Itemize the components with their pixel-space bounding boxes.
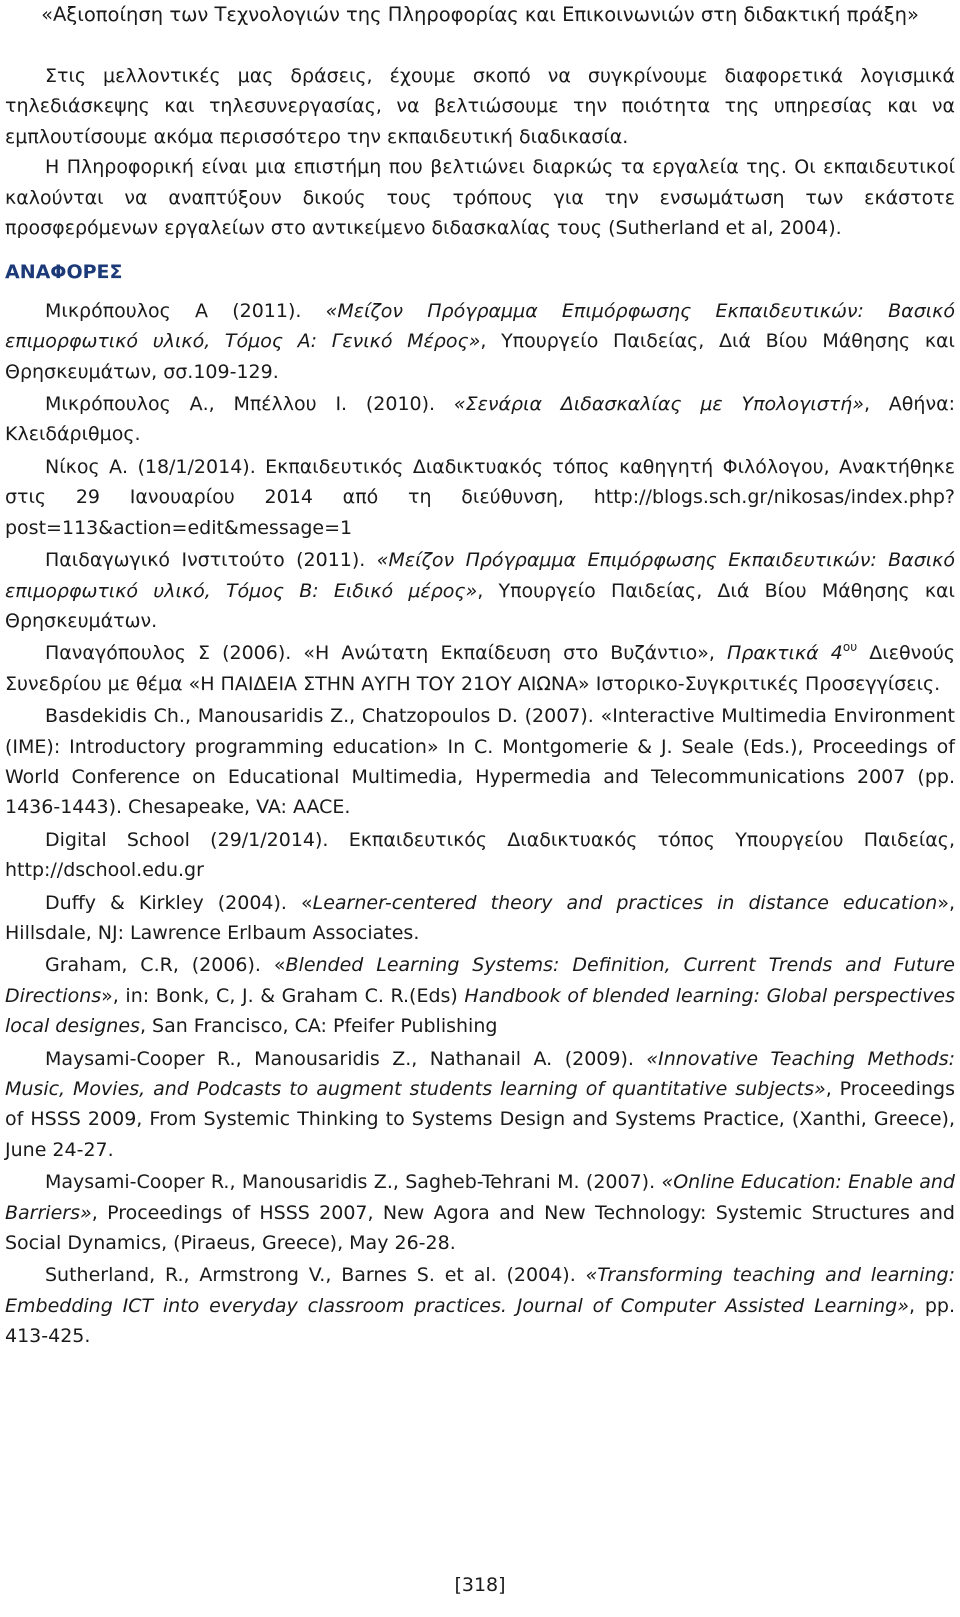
- reference-item: Basdekidis Ch., Manousaridis Z., Chatzopoulos D. (2007). «Interactive Multimedia Environment (IME): Introductory programming education» In C. Montgomerie & J. Seale (Eds.), Proceedings of World Conference on Educational Multimedia, Hypermedia and Telecommunications 2007 (pp. 1436-1443). Chesapeake, VA: AACE.: [5, 705, 955, 819]
- reference-item: Maysami-Cooper R., Manousaridis Z., Sagheb-Tehrani M. (2007). «Online Education: Enable and Barriers», Proceedings of HSSS 2007, New Agora and New Technology: Systemic Structures and Social Dynamics, (Piraeus, Greece), May 26-28.: [5, 1171, 955, 1255]
- reference-item: Graham, C.R, (2006). «Blended Learning Systems: Definition, Current Trends and Future Directions», in: Bonk, C, J. & Graham C. R.(Eds) Handbook of blended learning: Global perspectives local designes, San Francisco, CA: Pfeifer Publishing: [5, 954, 955, 1038]
- reference-item: Μικρόπουλος Α (2011). «Μείζον Πρόγραμμα Επιμόρφωσης Εκπαιδευτικών: Βασικό επιμορφωτικό υλικό, Τόμος Α: Γενικό Μέρος», Υπουργείο Παιδείας, Διά Βίου Μάθησης και Θρησκευμάτων, σσ.109-129.: [5, 299, 955, 383]
- reference-item: Maysami-Cooper R., Manousaridis Z., Nathanail A. (2009). «Innovative Teaching Methods: Music, Movies, and Podcasts to augment students learning of quantitative subjects», Proceedings of HSSS 2009, From Systemic Thinking to Systems Design and Systems Practice, (Xanthi, Greece), June 24-27.: [5, 1047, 956, 1161]
- reference-item: Sutherland, R., Armstrong V., Barnes S. et al. (2004). «Transforming teaching and learning: Embedding ICT into everyday classroom practices. Journal of Computer Assisted Learning», pp. 413-425.: [5, 1264, 955, 1348]
- reference-item: Παναγόπουλος Σ (2006). «Η Ανώτατη Εκπαίδευση στο Βυζάντιο», Πρακτικά $4^{o\upsilon}$ Διεθνούς Συνεδρίου με θέμα «Η ΠΑΙΔΕΙΑ ΣΤΗΝ ΑΥΓΗ ΤΟΥ 21ΟΥ ΑΙΩΝΑ» Ιστορικο-Συγκριτικές Προσεγγίσεις.: [5, 640, 955, 695]
- references-heading: ΑΝΑΦΟΡΕΣ: [5, 261, 123, 284]
- paragraph-future-actions: Στις μελλοντικές μας δράσεις, έχουμε σκοπό να συγκρίνουμε διαφορετικά λογισμικά τηλεδιάσκεψης και τηλεσυνεργασίας, να βελτιώσουμε την ποιότητα της υπηρεσίας και να εμπλουτίσουμε ακόμα περισσότερο την εκπαιδευτική διαδικασία.: [5, 65, 955, 148]
- page-content: [5, 61, 955, 1352]
- running-header: «Αξιοποίηση των Τεχνολογιών της Πληροφορίας και Επικοινωνιών στη διδακτική πράξη»: [41, 3, 919, 26]
- reference-item: Duffy & Kirkley (2004). «Learner-centered theory and practices in distance education», Hillsdale, NJ: Lawrence Erlbaum Associates.: [5, 891, 955, 944]
- reference-item: Νίκος Α. (18/1/2014). Εκπαιδευτικός Διαδικτυακός τόπος καθηγητή Φιλόλογου, Ανακτήθηκε στις 29 Ιανουαρίου 2014 από τη διεύθυνση, http://blogs.sch.gr/nikosas/index.php?post=113&action=edit&message=1: [5, 455, 955, 539]
- paragraph-informatics: Η Πληροφορική είναι μια επιστήμη που βελτιώνει διαρκώς τα εργαλεία της. Οι εκπαιδευτικοί καλούνται να αναπτύξουν δικούς τους τρόπους για την ενσωμάτωση των εκάστοτε προσφερόμενων εργαλείων στο αντικείμενο διδασκαλίας τους (Sutherland et al, 2004).: [5, 156, 955, 240]
- reference-item: Παιδαγωγικό Ινστιτούτο (2011). «Μείζον Πρόγραμμα Επιμόρφωσης Εκπαιδευτικών: Βασικό επιμορφωτικό υλικό, Τόμος Β: Ειδικό μέρος», Υπουργείο Παιδείας, Διά Βίου Μάθησης και Θρησκευμάτων.: [5, 549, 955, 632]
- reference-item: Μικρόπουλος Α., Μπέλλου Ι. (2010). «Σενάρια Διδασκαλίας με Υπολογιστή», Αθήνα: Κλειδάριθμος.: [5, 393, 955, 446]
- reference-item: Digital School (29/1/2014). Εκπαιδευτικός Διαδικτυακός τόπος Υπουργείου Παιδείας, http://dschool.edu.gr: [5, 828, 955, 882]
- page-number: [318]: [454, 1574, 506, 1596]
